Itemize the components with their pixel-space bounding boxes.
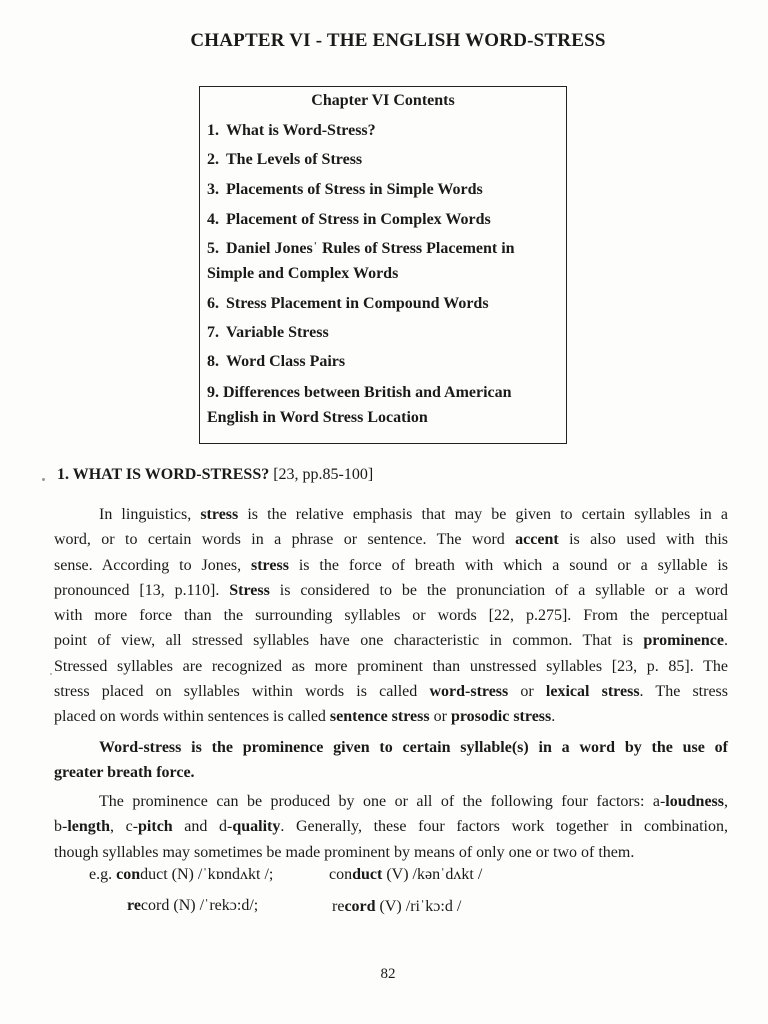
paragraph-factors: The prominence can be produced by one or all of the following four factors: a-loudness, b-length, c-pitch and d-quality. Generally, these four factors work together in combination, though syllables may sometimes be made prominent by means of only one or two of them.: [54, 793, 728, 861]
contents-item-continuation: Simple and Complex Words: [207, 265, 399, 282]
contents-item: 6. Stress Placement in Compound Words: [207, 295, 489, 312]
contents-item: 7. Variable Stress: [207, 324, 329, 341]
page-number: 82: [380, 966, 396, 982]
scan-mark: [42, 478, 45, 481]
contents-box: [199, 86, 567, 444]
example-conduct-noun: e.g. conduct (N) /ˈkɒndʌkt /;: [89, 866, 274, 883]
paragraph-key-definition: Word-stress is the prominence given to certain syllable(s) in a word by the use of greater breath force.: [54, 739, 728, 782]
contents-item: 8. Word Class Pairs: [207, 353, 346, 370]
contents-item: 4. Placement of Stress in Complex Words: [207, 211, 491, 228]
chapter-title: CHAPTER VI - THE ENGLISH WORD-STRESS: [190, 30, 606, 51]
contents-heading: Chapter VI Contents: [311, 92, 455, 109]
example-record-verb: record (V) /riˈkɔ:d /: [332, 898, 462, 915]
example-conduct-verb: conduct (V) /kənˈdʌkt /: [329, 866, 483, 883]
contents-item: 9. Differences between British and American: [207, 384, 512, 401]
contents-item: 2. The Levels of Stress: [207, 151, 363, 168]
contents-item-continuation: English in Word Stress Location: [207, 409, 428, 426]
example-record-noun: record (N) /ˈrekɔ:d/;: [127, 897, 259, 914]
paragraph-definition: In linguistics, stress is the relative emphasis that may be given to certain syllables in a word, or to certain words in a phrase or sentence. The word accent is also used with this sense. According to Jones, stress is the force of breath with which a sound or a syllable is pronounced [13, p.110]. Stress is considered to be the pronunciation of a syllable or a word with more force than the surrounding syllables or words [22, p.275]. From the perceptual point of view, all stressed syllables have one characteristic in common. That is prominence. Stressed syllables are recognized as more prominent than unstressed syllables [23, p. 85]. The stress placed on syllables within words is called word-stress or lexical stress. The stress placed on words within sentences is called sentence stress or prosodic stress.: [54, 506, 729, 726]
contents-item: 3. Placements of Stress in Simple Words: [207, 181, 483, 198]
section-heading: 1. WHAT IS WORD-STRESS? [23, pp.85-100]: [57, 466, 374, 483]
scan-mark: [50, 673, 52, 675]
contents-item: 1. What is Word-Stress?: [207, 122, 376, 139]
contents-item: 5. Daniel Jonesˈ Rules of Stress Placement in: [207, 240, 515, 257]
